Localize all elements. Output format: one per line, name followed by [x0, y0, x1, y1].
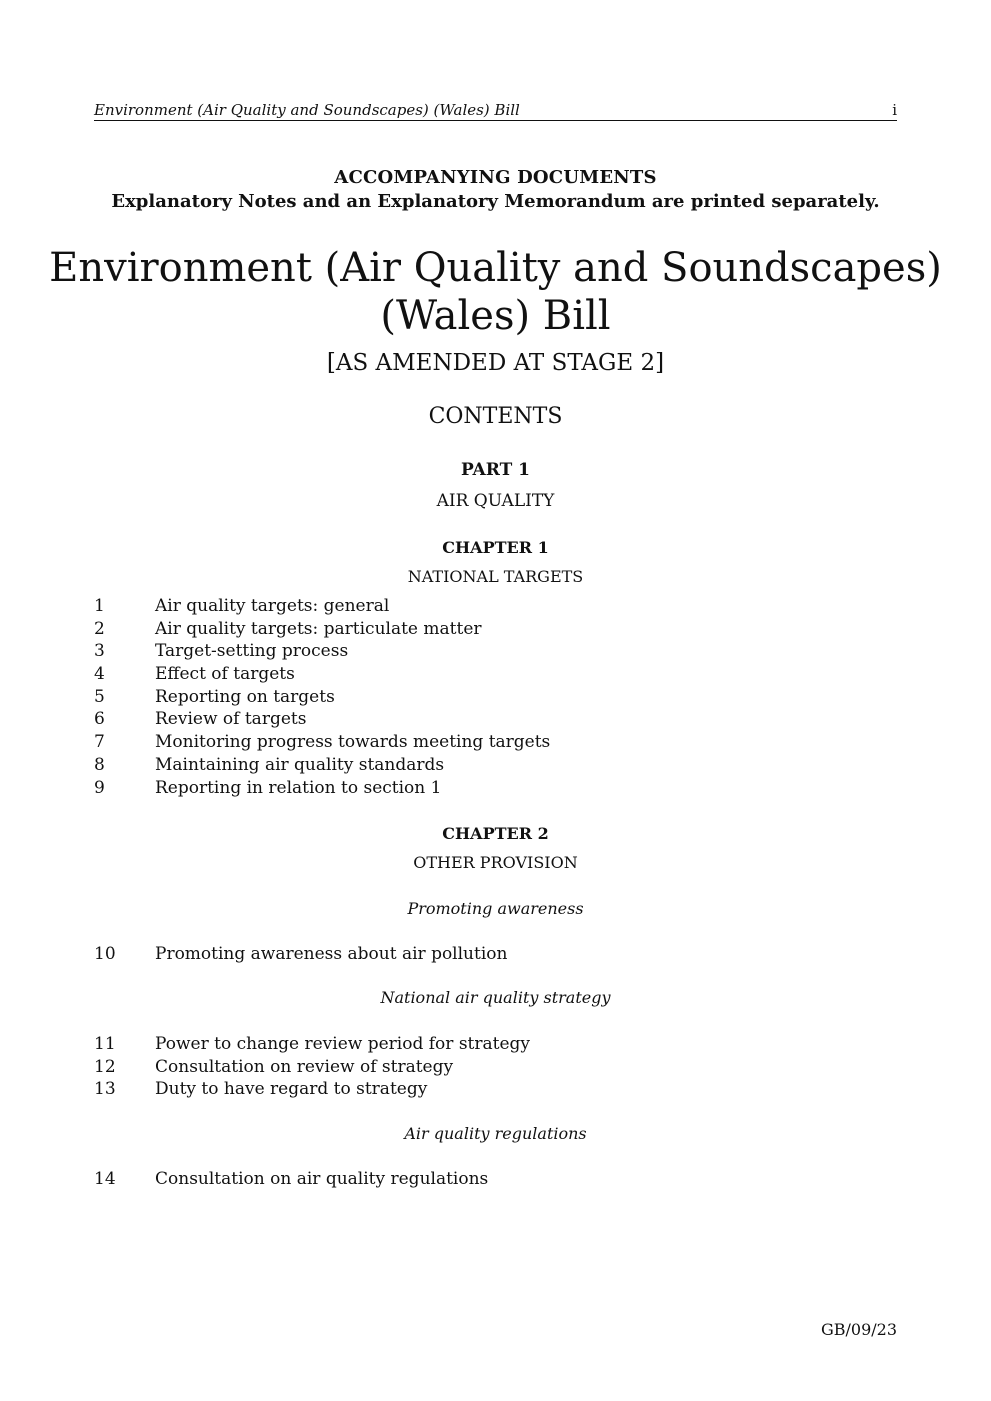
toc-section-title: Consultation on air quality regulations [155, 1169, 489, 1189]
toc-section-title: Target-setting process [155, 641, 349, 662]
bill-title-line-1: Environment (Air Quality and Soundscapes) [49, 245, 942, 291]
toc-section-title: Power to change review period for strategy [155, 1034, 531, 1054]
toc-section-number: 4 [94, 664, 105, 685]
toc-entry[interactable] [94, 595, 897, 618]
toc-section-title: Consultation on review of strategy [155, 1056, 454, 1077]
toc-section-number: 8 [94, 754, 105, 775]
bill-title [0, 244, 991, 340]
toc-section-title: Maintaining air quality standards [155, 754, 445, 775]
toc-entry[interactable] [94, 618, 897, 641]
national-strategy-contents-list [94, 1033, 897, 1101]
chapter-2-title: OTHER PROVISION [413, 853, 578, 872]
toc-section-title: Promoting awareness about air pollution [155, 944, 508, 964]
toc-section-title: Reporting in relation to section 1 [155, 777, 442, 798]
toc-section-number: 1 [94, 596, 105, 616]
toc-entry[interactable] [94, 1033, 897, 1056]
chapter-1-number: CHAPTER 1 [442, 538, 549, 557]
chapter-2-number: CHAPTER 2 [442, 824, 549, 843]
accompanying-documents-note: Explanatory Notes and an Explanatory Memorandum are printed separately. [111, 191, 880, 212]
page-number: i [892, 101, 897, 119]
contents-heading: CONTENTS [428, 404, 563, 429]
air-quality-regulations-contents-list [94, 1168, 897, 1191]
toc-section-title: Monitoring progress towards meeting targets [155, 732, 551, 753]
toc-entry[interactable] [94, 640, 897, 663]
accompanying-documents-heading: ACCOMPANYING DOCUMENTS [334, 167, 657, 188]
toc-section-number: 7 [94, 732, 105, 753]
toc-section-title: Air quality targets: particulate matter [155, 618, 482, 639]
toc-section-number: 10 [94, 944, 116, 964]
part-number: PART 1 [461, 460, 530, 480]
part-title: AIR QUALITY [436, 491, 555, 511]
toc-section-title: Reporting on targets [155, 686, 335, 707]
group-heading-promoting-awareness: Promoting awareness [407, 899, 584, 918]
toc-section-number: 3 [94, 641, 105, 662]
toc-entry[interactable] [94, 731, 897, 754]
toc-entry[interactable] [94, 708, 897, 731]
toc-section-number: 2 [94, 618, 105, 639]
toc-entry[interactable] [94, 943, 897, 966]
bill-stage: [AS AMENDED AT STAGE 2] [326, 350, 665, 376]
toc-entry[interactable] [94, 754, 897, 777]
toc-entry[interactable] [94, 663, 897, 686]
toc-entry[interactable] [94, 1078, 897, 1101]
bill-title-line-2: (Wales) Bill [380, 293, 611, 339]
toc-entry[interactable] [94, 1168, 897, 1191]
running-header [94, 100, 897, 121]
toc-section-title: Effect of targets [155, 664, 295, 685]
toc-section-number: 9 [94, 777, 105, 798]
chapter-1-title: NATIONAL TARGETS [407, 567, 584, 586]
toc-entry[interactable] [94, 1056, 897, 1079]
toc-section-number: 12 [94, 1056, 116, 1077]
toc-section-title: Duty to have regard to strategy [155, 1079, 428, 1100]
toc-section-title: Review of targets [155, 709, 307, 730]
promoting-awareness-contents-list [94, 943, 897, 966]
group-heading-air-quality-regulations: Air quality regulations [404, 1124, 587, 1143]
document-reference-code: GB/09/23 [820, 1320, 897, 1339]
toc-entry[interactable] [94, 686, 897, 709]
group-heading-national-strategy: National air quality strategy [380, 988, 611, 1007]
toc-section-title: Air quality targets: general [155, 596, 390, 616]
chapter-1-contents-list [94, 595, 897, 799]
toc-section-number: 6 [94, 709, 105, 730]
running-header-title: Environment (Air Quality and Soundscapes) (Wales) Bill [94, 101, 520, 119]
toc-section-number: 11 [94, 1034, 116, 1054]
toc-section-number: 5 [94, 686, 105, 707]
toc-section-number: 14 [94, 1169, 116, 1189]
toc-section-number: 13 [94, 1079, 116, 1100]
toc-entry[interactable] [94, 777, 897, 800]
